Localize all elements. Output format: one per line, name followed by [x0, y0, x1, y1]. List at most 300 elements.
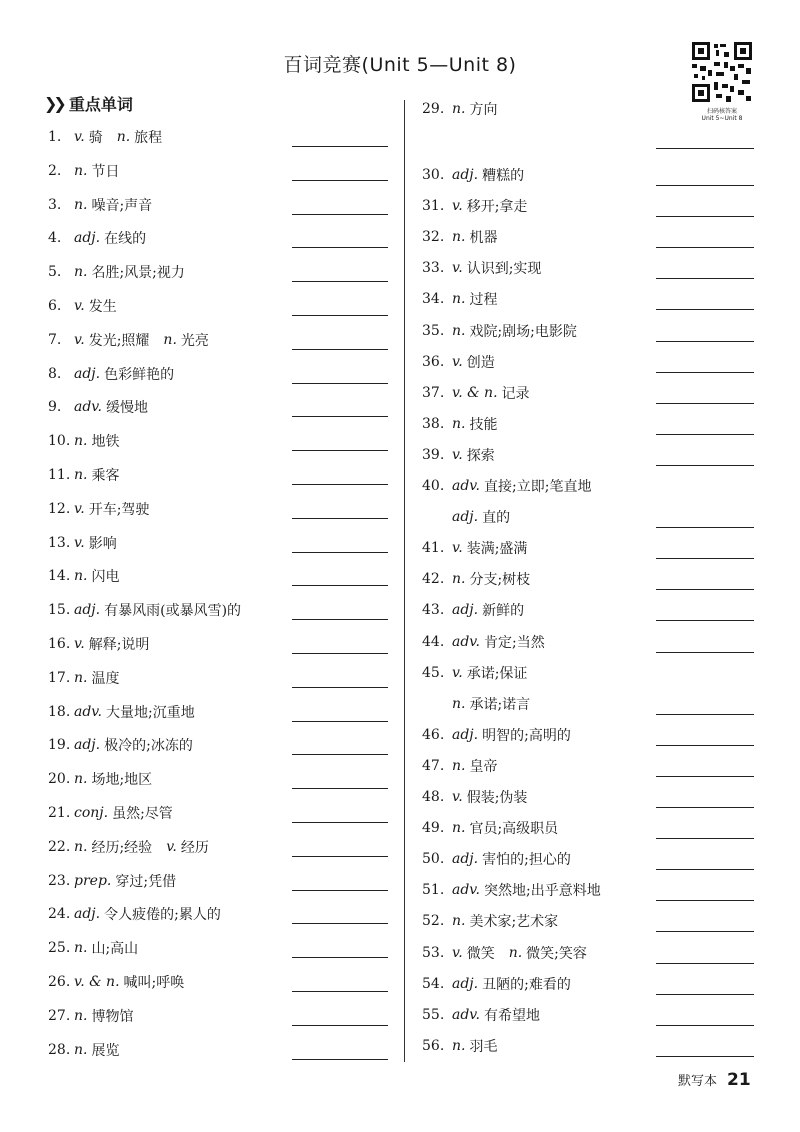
item-number: 51.	[422, 882, 445, 898]
part-of-speech: v.	[74, 636, 85, 652]
item-number: 24.	[48, 906, 71, 922]
answer-blank-line[interactable]	[292, 856, 388, 857]
vocab-item	[422, 782, 527, 812]
answer-blank-line[interactable]	[656, 652, 754, 653]
chinese-meaning: 皇帝	[469, 759, 498, 775]
chinese-meaning: 装满;盛满	[466, 541, 528, 557]
vocab-item	[452, 502, 510, 532]
item-number: 12.	[48, 501, 71, 517]
answer-blank-line[interactable]	[656, 247, 754, 248]
vocab-item	[48, 595, 241, 625]
vocab-item	[422, 253, 541, 283]
answer-blank-line[interactable]	[656, 838, 754, 839]
chinese-meaning: 乘客	[91, 468, 120, 484]
qr-code-icon	[686, 40, 758, 106]
answer-blank-line[interactable]	[292, 180, 388, 181]
vocab-item	[48, 291, 117, 321]
chinese-meaning: 名胜;风景;视力	[91, 265, 185, 281]
item-number: 35.	[422, 323, 445, 339]
chinese-meaning: 明智的;高明的	[482, 728, 571, 744]
chinese-meaning: 戏院;剧场;电影院	[469, 324, 577, 340]
answer-blank-line[interactable]	[656, 994, 754, 995]
vocab-item	[422, 316, 577, 346]
part-of-speech: adj.	[74, 602, 101, 618]
vocab-item	[422, 595, 524, 625]
chinese-meaning: 场地;地区	[91, 772, 153, 788]
answer-blank-line[interactable]	[656, 148, 754, 149]
vocab-item	[48, 798, 173, 828]
answer-blank-line[interactable]	[656, 1056, 754, 1057]
chinese-meaning: 开车;驾驶	[88, 502, 150, 518]
chinese-meaning: 美术家;艺术家	[469, 914, 559, 930]
vocab-item	[422, 222, 497, 252]
chinese-meaning: 方向	[469, 102, 498, 118]
chinese-meaning-2: 经历	[180, 840, 209, 856]
vocab-item	[422, 720, 571, 750]
chinese-meaning-2: 光亮	[180, 333, 209, 349]
chinese-meaning: 极冷的;冰冻的	[104, 738, 193, 754]
vocab-item	[48, 528, 117, 558]
part-of-speech: n.	[74, 433, 88, 449]
part-of-speech: v.	[74, 501, 85, 517]
answer-blank-line[interactable]	[656, 776, 754, 777]
answer-blank-line[interactable]	[656, 714, 754, 715]
column-divider	[404, 100, 405, 1062]
part-of-speech: adj.	[452, 976, 479, 992]
answer-blank-line[interactable]	[292, 1025, 388, 1026]
vocab-item	[422, 347, 495, 377]
chinese-meaning: 色彩鲜艳的	[104, 367, 175, 383]
item-number: 42.	[422, 571, 445, 587]
answer-blank-line[interactable]	[656, 185, 754, 186]
item-number: 48.	[422, 789, 445, 805]
chinese-meaning: 节日	[91, 164, 120, 180]
vocab-item	[48, 629, 149, 659]
part-of-speech: n.	[74, 467, 88, 483]
chinese-meaning: 噪音;声音	[91, 198, 153, 214]
answer-blank-line[interactable]	[656, 745, 754, 746]
item-number: 26.	[48, 974, 71, 990]
vocab-item	[48, 190, 152, 220]
answer-blank-line[interactable]	[656, 900, 754, 901]
item-number: 1.	[48, 129, 62, 145]
part-of-speech: adj.	[74, 366, 101, 382]
answer-blank-line[interactable]	[292, 214, 388, 215]
chinese-meaning: 糟糕的	[482, 168, 525, 184]
item-number: 43.	[422, 602, 445, 618]
item-number: 9.	[48, 399, 62, 415]
item-number: 54.	[422, 976, 445, 992]
part-of-speech: adj.	[74, 230, 101, 246]
answer-blank-line[interactable]	[656, 869, 754, 870]
vocab-item	[48, 1035, 119, 1065]
item-number: 52.	[422, 913, 445, 929]
part-of-speech-2: n.	[116, 129, 131, 145]
answer-blank-line[interactable]	[292, 247, 388, 248]
item-number: 8.	[48, 366, 62, 382]
vocab-item	[422, 844, 571, 874]
item-number: 2.	[48, 163, 62, 179]
chinese-meaning: 肯定;当然	[484, 635, 545, 651]
chinese-meaning: 闪电	[91, 569, 120, 585]
part-of-speech: conj.	[74, 805, 109, 821]
answer-blank-line[interactable]	[656, 309, 754, 310]
vocab-item	[48, 156, 119, 186]
answer-blank-line[interactable]	[656, 527, 754, 528]
item-number: 16.	[48, 636, 71, 652]
vocab-item	[48, 764, 152, 794]
chinese-meaning: 微笑	[466, 946, 495, 962]
part-of-speech: n.	[74, 940, 88, 956]
vocab-item	[422, 564, 530, 594]
part-of-speech: n.	[74, 264, 88, 280]
part-of-speech: adj.	[452, 167, 479, 183]
chinese-meaning: 新鲜的	[482, 603, 525, 619]
vocab-item	[422, 875, 601, 905]
answer-blank-line[interactable]	[656, 807, 754, 808]
vocab-item	[422, 440, 495, 470]
answer-blank-line[interactable]	[292, 349, 388, 350]
chinese-meaning: 影响	[88, 536, 117, 552]
part-of-speech: n.	[452, 913, 466, 929]
answer-blank-line[interactable]	[292, 923, 388, 924]
vocab-item	[422, 1000, 540, 1030]
answer-blank-line[interactable]	[656, 372, 754, 373]
part-of-speech: v.	[452, 665, 463, 681]
answer-blank-line[interactable]	[292, 315, 388, 316]
answer-blank-line[interactable]	[292, 721, 388, 722]
chinese-meaning: 技能	[469, 417, 498, 433]
answer-blank-line[interactable]	[292, 890, 388, 891]
part-of-speech: adv.	[452, 478, 481, 494]
item-number: 13.	[48, 535, 71, 551]
item-number: 44.	[422, 634, 445, 650]
section-heading	[44, 91, 133, 115]
part-of-speech: v.	[74, 298, 85, 314]
item-number: 45.	[422, 665, 445, 681]
chinese-meaning: 移开;拿走	[466, 199, 528, 215]
part-of-speech: v.	[452, 260, 463, 276]
part-of-speech: adj.	[452, 727, 479, 743]
item-number: 32.	[422, 229, 445, 245]
vocab-item	[422, 938, 587, 968]
qr-caption	[686, 108, 758, 122]
answer-blank-line[interactable]	[292, 619, 388, 620]
chinese-meaning: 骑	[88, 130, 103, 146]
item-number: 56.	[422, 1038, 445, 1054]
footer-label: 默写本	[678, 1074, 718, 1089]
part-of-speech: adj.	[74, 737, 101, 753]
answer-blank-line[interactable]	[656, 589, 754, 590]
part-of-speech-2: n.	[508, 945, 523, 961]
vocab-item	[48, 223, 146, 253]
item-number: 31.	[422, 198, 445, 214]
vocab-item	[422, 94, 497, 124]
vocab-item	[422, 533, 527, 563]
item-number: 50.	[422, 851, 445, 867]
part-of-speech: v.	[452, 540, 463, 556]
answer-blank-line[interactable]	[292, 416, 388, 417]
item-number: 29.	[422, 101, 445, 117]
answer-blank-line[interactable]	[292, 653, 388, 654]
vocab-item	[48, 1001, 133, 1031]
item-number: 11.	[48, 467, 71, 483]
vocab-item	[422, 471, 591, 501]
answer-blank-line[interactable]	[656, 341, 754, 342]
part-of-speech: n.	[452, 229, 466, 245]
part-of-speech: n.	[74, 1008, 88, 1024]
part-of-speech: prep.	[74, 873, 112, 889]
item-number: 28.	[48, 1042, 71, 1058]
answer-blank-line[interactable]	[292, 991, 388, 992]
item-number: 25.	[48, 940, 71, 956]
chinese-meaning: 过程	[469, 292, 498, 308]
item-number: 14.	[48, 568, 71, 584]
page-title: 百词竞赛(Unit 5—Unit 8)	[283, 54, 517, 76]
item-number: 36.	[422, 354, 445, 370]
part-of-speech: adv.	[74, 399, 103, 415]
part-of-speech: v.	[452, 447, 463, 463]
chinese-meaning: 有希望地	[484, 1008, 541, 1024]
item-number: 3.	[48, 197, 62, 213]
answer-blank-line[interactable]	[292, 146, 388, 147]
answer-blank-line[interactable]	[292, 822, 388, 823]
double-chevron-icon: ❯❯	[44, 93, 63, 113]
part-of-speech: n.	[74, 568, 88, 584]
vocab-item	[422, 378, 530, 408]
part-of-speech: n.	[74, 839, 88, 855]
part-of-speech: n.	[452, 291, 466, 307]
answer-blank-line[interactable]	[292, 1059, 388, 1060]
chinese-meaning: 创造	[466, 355, 495, 371]
item-number: 40.	[422, 478, 445, 494]
chinese-meaning: 官员;高级职员	[469, 821, 559, 837]
chinese-meaning: 经历;经验	[91, 840, 153, 856]
item-number: 18.	[48, 704, 71, 720]
item-number: 17.	[48, 670, 71, 686]
chinese-meaning: 展览	[91, 1043, 120, 1059]
vocab-item	[48, 561, 119, 591]
item-number: 33.	[422, 260, 445, 276]
chinese-meaning: 丑陋的;难看的	[482, 977, 571, 993]
item-number: 55.	[422, 1007, 445, 1023]
part-of-speech: adj.	[74, 906, 101, 922]
vocab-item	[48, 426, 119, 456]
vocab-item	[422, 751, 497, 781]
chinese-meaning: 缓慢地	[106, 400, 149, 416]
part-of-speech: n.	[452, 758, 466, 774]
item-number: 15.	[48, 602, 71, 618]
answer-blank-line[interactable]	[292, 754, 388, 755]
vocab-item	[48, 730, 193, 760]
item-number: 47.	[422, 758, 445, 774]
item-number: 22.	[48, 839, 71, 855]
part-of-speech-2: v.	[166, 839, 177, 855]
vocab-item	[48, 257, 185, 287]
part-of-speech: v.	[74, 332, 85, 348]
part-of-speech: n.	[452, 101, 466, 117]
chinese-meaning: 博物馆	[91, 1009, 134, 1025]
chinese-meaning: 假装;伪装	[466, 790, 528, 806]
chinese-meaning-2: 旅程	[134, 130, 163, 146]
vocab-item	[48, 460, 119, 490]
chinese-meaning: 直接;立即;笔直地	[484, 479, 592, 495]
item-number: 49.	[422, 820, 445, 836]
chinese-meaning: 直的	[482, 510, 511, 526]
item-number: 19.	[48, 737, 71, 753]
chinese-meaning: 穿过;凭借	[115, 874, 177, 890]
item-number: 4.	[48, 230, 62, 246]
part-of-speech: v.	[452, 198, 463, 214]
chinese-meaning: 承诺;保证	[466, 666, 528, 682]
chinese-meaning: 记录	[501, 386, 530, 402]
vocab-item	[422, 627, 545, 657]
answer-blank-line[interactable]	[656, 278, 754, 279]
part-of-speech: adv.	[74, 704, 103, 720]
chinese-meaning: 地铁	[91, 434, 120, 450]
part-of-speech: v. & n.	[74, 974, 120, 990]
part-of-speech: v.	[452, 354, 463, 370]
part-of-speech: adj.	[452, 602, 479, 618]
item-number: 10.	[48, 433, 71, 449]
chinese-meaning: 山;高山	[91, 941, 139, 957]
part-of-speech: n.	[452, 820, 466, 836]
chinese-meaning: 在线的	[104, 231, 147, 247]
vocab-item	[48, 325, 209, 355]
vocab-item	[422, 191, 527, 221]
part-of-speech: v.	[452, 789, 463, 805]
part-of-speech: n.	[452, 696, 466, 712]
vocab-item	[48, 866, 176, 896]
part-of-speech: n.	[452, 323, 466, 339]
vocab-item	[48, 122, 162, 152]
answer-blank-line[interactable]	[656, 1025, 754, 1026]
vocab-item	[422, 658, 527, 688]
answer-blank-line[interactable]	[292, 518, 388, 519]
item-number: 53.	[422, 945, 445, 961]
part-of-speech: n.	[452, 571, 466, 587]
vocab-item	[48, 697, 195, 727]
answer-blank-line[interactable]	[292, 450, 388, 451]
item-number: 5.	[48, 264, 62, 280]
answer-blank-line[interactable]	[292, 281, 388, 282]
part-of-speech: n.	[74, 163, 88, 179]
answer-blank-line[interactable]	[656, 558, 754, 559]
chinese-meaning: 喊叫;呼唤	[123, 975, 185, 991]
vocab-item	[422, 1031, 497, 1061]
vocab-item	[48, 832, 209, 862]
chinese-meaning: 探索	[466, 448, 495, 464]
qr-code	[686, 40, 758, 126]
answer-blank-line[interactable]	[656, 620, 754, 621]
answer-blank-line[interactable]	[292, 957, 388, 958]
chinese-meaning: 有暴风雨(或暴风雪)的	[104, 603, 242, 619]
item-number: 39.	[422, 447, 445, 463]
answer-blank-line[interactable]	[292, 484, 388, 485]
answer-blank-line[interactable]	[292, 383, 388, 384]
vocab-item	[48, 967, 184, 997]
part-of-speech: adv.	[452, 1007, 481, 1023]
chinese-meaning: 害怕的;担心的	[482, 852, 571, 868]
part-of-speech: adj.	[452, 509, 479, 525]
chinese-meaning: 发生	[88, 299, 117, 315]
item-number: 46.	[422, 727, 445, 743]
chinese-meaning-2: 微笑;笑容	[526, 946, 587, 962]
section-title: 重点单词	[68, 94, 133, 114]
answer-blank-line[interactable]	[292, 585, 388, 586]
vocab-item	[48, 933, 138, 963]
answer-blank-line[interactable]	[292, 552, 388, 553]
page-footer	[678, 1070, 751, 1090]
item-number: 37.	[422, 385, 445, 401]
item-number: 27.	[48, 1008, 71, 1024]
vocab-item	[48, 392, 148, 422]
chinese-meaning: 承诺;诺言	[469, 697, 531, 713]
answer-blank-line[interactable]	[656, 216, 754, 217]
vocab-item	[422, 813, 558, 843]
answer-blank-line[interactable]	[656, 931, 754, 932]
qr-caption-line2: Unit 5~Unit 8	[701, 115, 743, 122]
answer-blank-line[interactable]	[656, 465, 754, 466]
part-of-speech: adv.	[452, 634, 481, 650]
part-of-speech: n.	[452, 1038, 466, 1054]
chinese-meaning: 分支;树枝	[469, 572, 531, 588]
chinese-meaning: 虽然;尽管	[112, 806, 173, 822]
part-of-speech: n.	[74, 771, 88, 787]
part-of-speech: n.	[452, 416, 466, 432]
page-number: 21	[727, 1070, 751, 1090]
item-number: 30.	[422, 167, 445, 183]
item-number: 7.	[48, 332, 62, 348]
chinese-meaning: 大量地;沉重地	[106, 705, 195, 721]
part-of-speech: v. & n.	[452, 385, 498, 401]
item-number: 41.	[422, 540, 445, 556]
part-of-speech: v.	[74, 535, 85, 551]
item-number: 38.	[422, 416, 445, 432]
answer-blank-line[interactable]	[656, 963, 754, 964]
part-of-speech: n.	[74, 197, 88, 213]
chinese-meaning: 机器	[469, 230, 498, 246]
vocab-item	[422, 409, 497, 439]
vocab-item	[422, 284, 497, 314]
answer-blank-line[interactable]	[656, 434, 754, 435]
part-of-speech: adj.	[452, 851, 479, 867]
vocab-item	[48, 663, 119, 693]
vocab-item	[422, 160, 524, 190]
answer-blank-line[interactable]	[292, 788, 388, 789]
item-number: 21.	[48, 805, 71, 821]
chinese-meaning: 发光;照耀	[88, 333, 150, 349]
item-number: 34.	[422, 291, 445, 307]
answer-blank-line[interactable]	[656, 403, 754, 404]
vocab-item	[452, 689, 530, 719]
chinese-meaning: 羽毛	[469, 1039, 498, 1055]
item-number: 20.	[48, 771, 71, 787]
answer-blank-line[interactable]	[292, 687, 388, 688]
part-of-speech: v.	[452, 945, 463, 961]
part-of-speech: n.	[74, 1042, 88, 1058]
vocab-item	[48, 359, 174, 389]
vocab-item	[422, 969, 571, 999]
part-of-speech: adv.	[452, 882, 481, 898]
chinese-meaning: 突然地;出乎意料地	[484, 883, 601, 899]
part-of-speech: v.	[74, 129, 85, 145]
chinese-meaning: 温度	[91, 671, 120, 687]
item-number: 23.	[48, 873, 71, 889]
chinese-meaning: 令人疲倦的;累人的	[104, 907, 221, 923]
vocab-item	[48, 899, 221, 929]
vocab-item	[48, 494, 149, 524]
